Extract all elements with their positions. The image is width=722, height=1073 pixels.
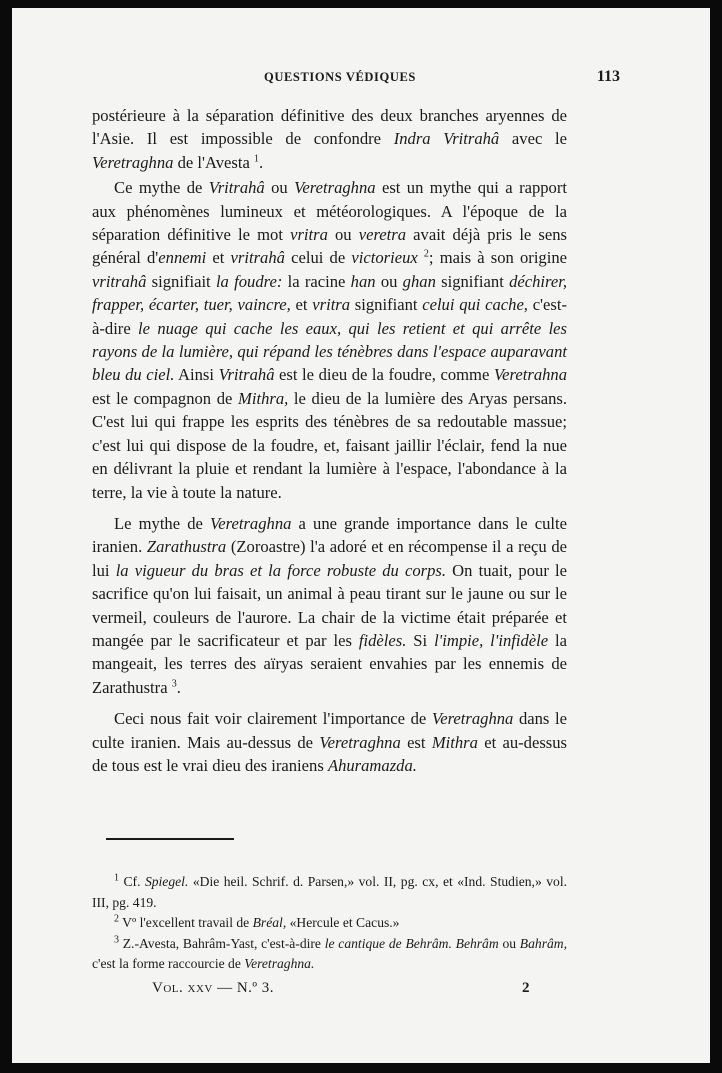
- text-run: c'est-à-dire: [92, 295, 568, 338]
- footnote-ref: 3: [171, 678, 177, 690]
- text-run: signifiait: [146, 271, 216, 291]
- italic-run: vritra: [290, 225, 328, 245]
- italic-run: Spiegel.: [144, 874, 189, 889]
- text-run: est le compagnon de: [92, 388, 239, 408]
- italic-run: celui qui cache,: [422, 295, 528, 315]
- paragraph-2: [92, 176, 567, 504]
- text-run: Cf.: [119, 874, 145, 889]
- italic-run: la vigueur du bras et la force robuste du corps.: [115, 560, 447, 580]
- italic-run: déchirer, frapper, écarter, tuer, vaincre,: [92, 271, 567, 315]
- text-run: de l'Avesta: [173, 152, 254, 172]
- text-run: ou: [498, 935, 520, 951]
- text-run: .: [176, 677, 181, 697]
- italic-run: Bahrâm,: [519, 935, 567, 951]
- footnote-ref: 1: [114, 872, 119, 884]
- text-run: la mangeait, les terres des aïryas seraient envahies par les ennemis de Zarathustra: [92, 630, 568, 697]
- italic-run: Veretraghna.: [244, 956, 315, 972]
- text-run: et: [206, 248, 231, 268]
- italic-run: Mithra,: [238, 388, 289, 408]
- volume-number: Vol. xxv — N.º 3.: [152, 980, 275, 996]
- text-run: et au-dessus de tous est le vrai dieu des iraniens: [92, 732, 568, 775]
- italic-run: la foudre:: [215, 271, 283, 291]
- text-run: On tuait, pour le sacrifice qu'on lui faisait, un animal à peau tirant sur le jaune ou sur le vermeil, couleurs de l'aurore. La chair de la victime était préparée et mangée par le sacrificateur et par les: [92, 560, 567, 650]
- italic-run: Mithra: [431, 732, 478, 752]
- italic-run: han: [350, 271, 376, 291]
- footnote-ref: 2: [423, 248, 429, 260]
- paragraph-1: [92, 104, 567, 174]
- text-run: «Hercule et Cacus.»: [286, 915, 400, 931]
- footnotes: [92, 872, 567, 975]
- text-run: Ceci nous fait voir clairement l'importance de: [114, 709, 432, 729]
- italic-run: Ahuramazda.: [327, 755, 417, 775]
- italic-run: Vritrahâ: [208, 178, 265, 198]
- text-run: ou: [375, 271, 403, 291]
- text-run: la racine: [282, 271, 351, 291]
- italic-run: Veretraghna: [294, 178, 376, 198]
- text-run: Ce mythe de: [114, 178, 209, 198]
- italic-run: Veretraghna: [319, 732, 401, 752]
- italic-run: Indra Vritrahâ: [393, 129, 500, 149]
- italic-run: vritrahâ: [92, 271, 147, 291]
- text-run: avec le: [499, 129, 567, 149]
- italic-run: Veretraghna: [92, 152, 174, 172]
- footnote-ref: 1: [253, 153, 259, 165]
- italic-run: Zarathustra: [146, 537, 227, 557]
- text-run: .: [258, 152, 264, 172]
- text-run: est le dieu de la foudre, comme: [274, 365, 494, 385]
- italic-run: vritrahâ: [230, 248, 285, 268]
- text-run: dans le culte iranien. Mais au-dessus de: [92, 709, 567, 752]
- main-text: [92, 104, 567, 777]
- italic-run: Vritrahâ: [218, 365, 275, 385]
- text-run: Le mythe de: [114, 513, 210, 533]
- italic-run: Veretrahna: [493, 365, 568, 385]
- italic-run: ghan: [402, 271, 436, 291]
- text-run: le dieu de la lumière des Aryas persans. C'est lui qui frappe les esprits des ténèbres de sa redoutable massue; c'est lui qui dispose de la foudre, et, faisant jaillir l'éclair, fend la nue en délivrant la pluie et rendant la lumière à l'espace, l'abondance à la terre, la vie à toute la nature.: [92, 388, 567, 502]
- italic-run: Veretraghna: [431, 709, 514, 729]
- sheet-mark: 2: [522, 980, 530, 996]
- italic-run: victorieux: [351, 248, 418, 268]
- italic-run: fidèles.: [358, 630, 407, 650]
- footnote-2: [92, 913, 567, 934]
- italic-run: veretra: [358, 225, 407, 245]
- text-run: Z.-Avesta, Bahrâm-Yast, c'est-à-dire: [119, 935, 325, 951]
- footnote-1: [92, 872, 567, 913]
- italic-run: le nuage qui cache les eaux, qui les retient et qui arrête les rayons de la lumière, qui répand les ténèbres dans l'espace auparavant bleu du ciel.: [92, 318, 568, 385]
- text-run: ; mais à son origine: [428, 248, 567, 268]
- paragraph-4: [92, 707, 567, 777]
- italic-run: Bréal,: [252, 915, 287, 931]
- footnote-3: [92, 934, 567, 975]
- text-run: celui de: [284, 248, 352, 268]
- text-run: (Zoroastre) l'a adoré et en récompense il a reçu de lui: [92, 537, 567, 580]
- footnote-separator: [106, 838, 234, 840]
- running-title: QUESTIONS VÉDIQUES: [264, 70, 416, 84]
- italic-run: ennemi: [158, 248, 207, 268]
- text-run: et: [290, 295, 313, 315]
- text-run: signifiant: [435, 271, 510, 291]
- text-run: signifiant: [350, 295, 423, 315]
- text-run: ou: [264, 178, 295, 198]
- italic-run: vritra: [312, 295, 351, 315]
- italic-run: l'impie, l'infidèle: [434, 630, 549, 650]
- text-run: avait déjà pris le sens général d': [92, 225, 567, 268]
- text-run: ou: [327, 225, 359, 245]
- paragraph-3: [92, 512, 567, 699]
- text-run: Si: [406, 630, 435, 650]
- text-run: Vº l'excellent travail de: [119, 915, 253, 931]
- text-run: est: [400, 732, 432, 752]
- footnote-ref: 3: [114, 934, 119, 946]
- text-run: «Die heil. Schrif. d. Parsen,» vol. II, pg. cx, et «Ind. Studien,» vol. III, pg. 419.: [92, 874, 567, 910]
- italic-run: Veretraghna: [210, 513, 292, 533]
- book-page: [12, 8, 710, 1063]
- italic-run: le cantique de Behrâm. Behrâm: [324, 935, 499, 951]
- text-run: est un mythe qui a rapport aux phénomènes lumineux et météorologiques. A l'époque de la séparation définitive le mot: [92, 178, 567, 245]
- text-run: Ainsi: [174, 365, 219, 385]
- text-run: postérieure à la séparation définitive des deux branches aryennes de l'Asie. Il est impossible de confondre: [92, 106, 567, 149]
- page-header: [92, 68, 620, 92]
- text-run: a une grande importance dans le culte iranien.: [92, 513, 567, 557]
- text-run: c'est la forme raccourcie de: [92, 956, 245, 972]
- footnote-ref: 2: [114, 913, 119, 925]
- page-number: 113: [596, 68, 620, 85]
